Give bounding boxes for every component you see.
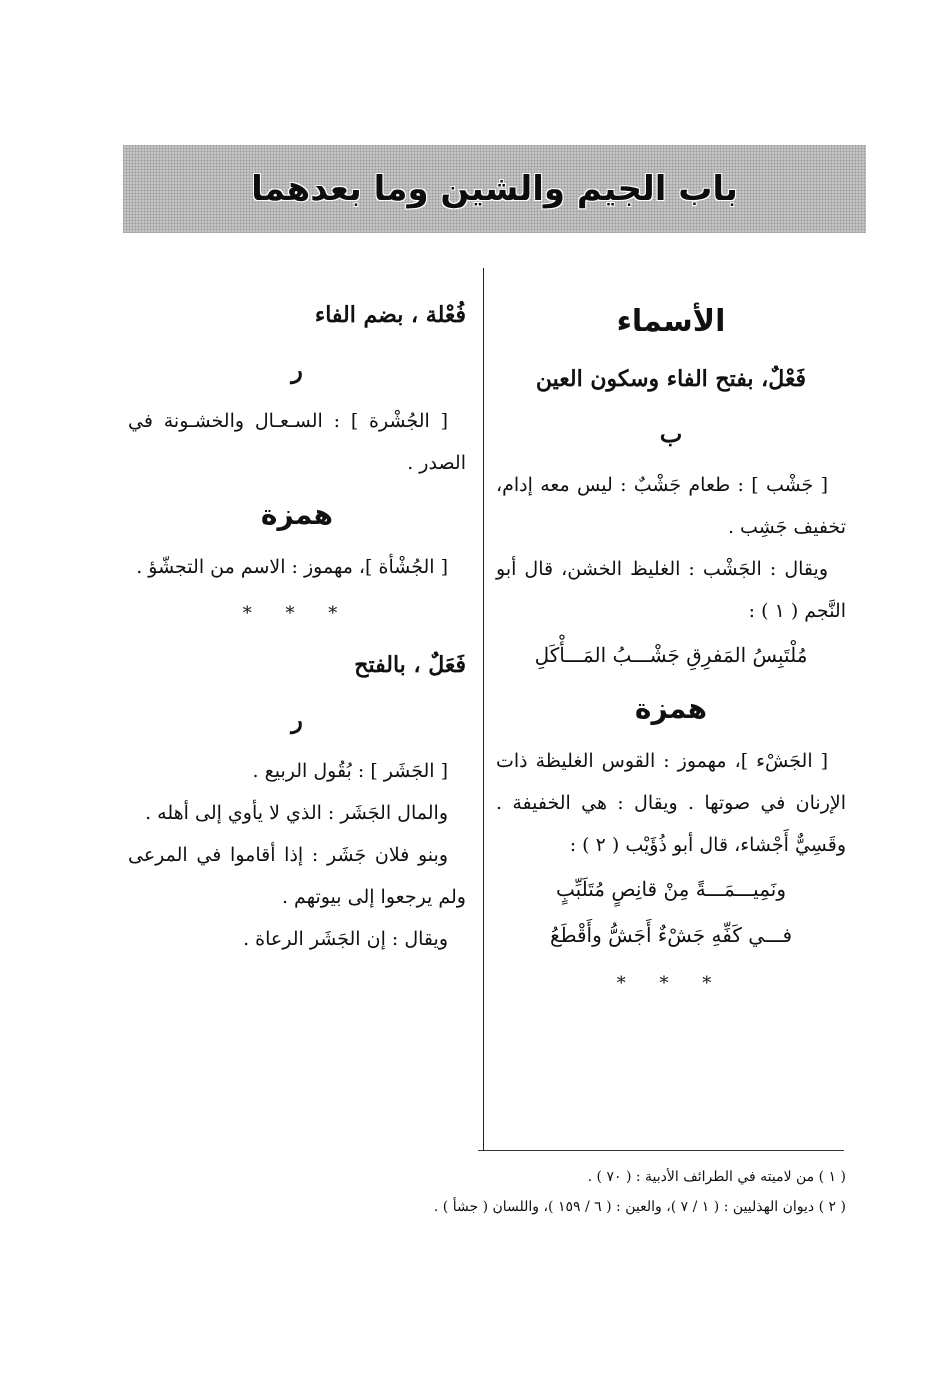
left-column	[128, 290, 466, 960]
footnote-rule	[478, 1150, 844, 1151]
entry-jashb-2: ويقال : الجَشْب : الغليظ الخشن، قال أبو النَّجم ( ١ ) :	[496, 558, 846, 622]
poetry-verse-2: فـــي كَفِّهِ جَشْءٌ أَجَشُّ وأَقْطَعُ	[549, 923, 793, 947]
entry-jashar: [ الجَشَر ] : بُقُول الربيع .	[252, 760, 448, 782]
entry-jushra: [ الجُشْرة ] : السـعـال والخشـونة في الصدر .	[128, 410, 466, 474]
pattern-heading-fula: فُعْلة ، بضم الفاء	[314, 302, 466, 328]
letter-heading-r: ر	[291, 355, 303, 384]
section-heading-nouns: الأسماء	[616, 304, 726, 339]
entry-jashar-2: والمال الجَشَر : الذي لا يأوي إلى أهله .	[145, 802, 448, 824]
letter-heading-r: ر	[291, 705, 303, 734]
footnote-1: ( ١ ) من لاميته في الطرائف الأدبية : ( ٧٠ ) .	[587, 1169, 846, 1185]
hamza-heading: همزة	[260, 498, 334, 531]
entry-jashar-3: وبنو فلان جَشَر : إذا أقاموا في المرعى ولم يرجعوا إلى بيوتهم .	[128, 844, 466, 908]
entry-jushaa: [ الجُشْأة ]، مهموز : الاسم من التجشّؤ .	[136, 556, 448, 578]
pattern-heading: فَعْلٌ، بفتح الفاء وسكون العين	[535, 366, 807, 392]
right-column	[496, 290, 846, 1010]
poetry-verse-1: ونَمِيـــمَـــةً مِنْ قانِصٍ مُتَلَبِّبٍ	[555, 877, 787, 901]
chapter-banner	[123, 145, 866, 233]
pattern-heading-faal: فَعَلٌ ، بالفتح	[354, 652, 466, 678]
column-divider	[483, 268, 484, 1150]
entry-jashb: [ جَشْب ] : طعام جَشْبٌ : ليس معه إدام، تخفيف جَشِب .	[496, 474, 846, 538]
chapter-title: باب الجيم والشين وما بعدهما	[251, 169, 738, 209]
entry-jashar-4: ويقال : إن الجَشَر الرعاة .	[243, 928, 448, 950]
hamza-heading: همزة	[634, 692, 708, 725]
entry-jash: [ الجَشْء ]، مهموز : القوس الغليظة ذات الإرنان في صوتها . ويقال : هي الخفيفة . وقَسِيٌّ أَجْشاء، قال أبو ذُؤَيْب ( ٢ ) :	[496, 750, 846, 856]
footnotes	[150, 1162, 846, 1222]
letter-heading-b: ب	[659, 419, 683, 448]
section-separator: * * *	[616, 973, 726, 994]
poetry-verse: مُلْتَبِسُ المَفرِقِ جَشْـــبُ المَـــأْكَلِ	[534, 643, 808, 667]
section-separator: * * *	[242, 603, 352, 624]
footnote-2: ( ٢ ) ديوان الهذليين : ( ١ / ٧ )، والعين : ( ٦ / ١٥٩ )، واللسان ( جشأ ) .	[433, 1199, 846, 1215]
